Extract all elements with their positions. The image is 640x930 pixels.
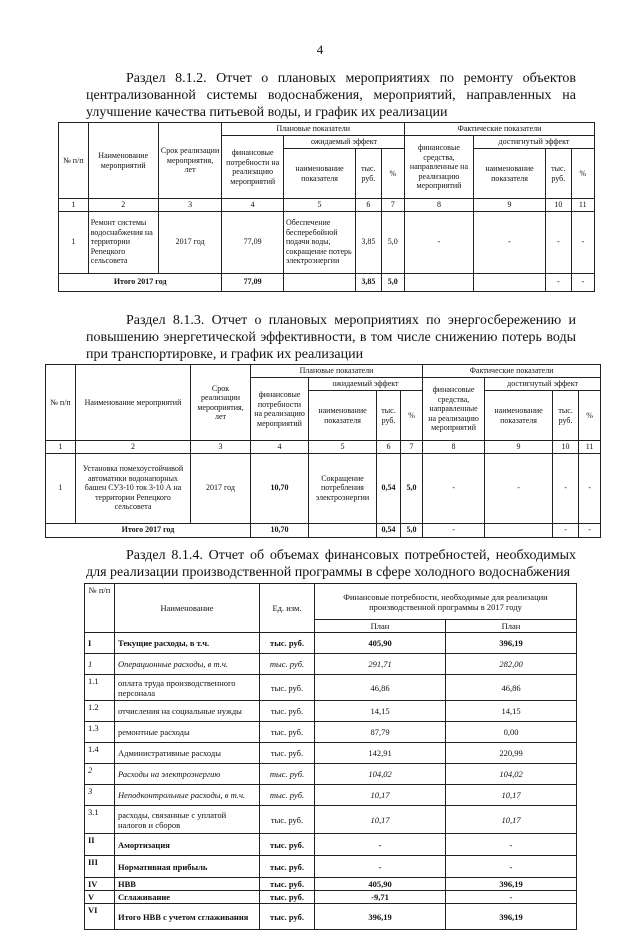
- row-plan: 10,17: [315, 806, 446, 834]
- row-name: Текущие расходы, в т.ч.: [115, 633, 260, 654]
- header-thousand-rub: тыс. руб.: [553, 391, 579, 441]
- row-fact: 0,00: [446, 722, 577, 743]
- table-row: [85, 806, 577, 834]
- row-fact: 396,19: [446, 878, 577, 891]
- row-c11: -: [579, 453, 601, 523]
- col-number: 10: [546, 199, 571, 212]
- row-unit: тыс. руб.: [260, 891, 315, 904]
- col-number: 6: [356, 199, 381, 212]
- col-number: 9: [485, 441, 553, 454]
- row-pct: 5,0: [381, 211, 404, 273]
- row-plan: -: [315, 834, 446, 856]
- table-energy-saving: [45, 364, 601, 538]
- section-8-1-4-heading-text: Раздел 8.1.4. Отчет об объемах финансовых потребностей, необходимых для реализации производственной программы в сфере холодного водоснабжения: [86, 548, 576, 580]
- header-actual: Фактические показатели: [423, 365, 601, 378]
- table-row: [85, 878, 577, 891]
- row-num: 1: [85, 654, 115, 675]
- row-plan: 104,02: [315, 764, 446, 785]
- col-number: 8: [404, 199, 473, 212]
- col-number: 9: [473, 199, 545, 212]
- col-number: 2: [88, 199, 158, 212]
- row-num: 1.3: [85, 722, 115, 743]
- header-expected-effect: ожидаемый эффект: [283, 136, 404, 149]
- row-fact: 14,15: [446, 701, 577, 722]
- row-fact: 46,86: [446, 675, 577, 701]
- table-row: [59, 211, 595, 273]
- total-row: [46, 523, 601, 537]
- row-num: 1.1: [85, 675, 115, 701]
- header-fin-need: финансовые потребности на реализацию мероприятий: [251, 378, 309, 441]
- total-row: [59, 273, 595, 291]
- row-num: V: [85, 891, 115, 904]
- header-achieved-effect: достигнутый эффект: [473, 136, 594, 149]
- row-num: 3: [85, 785, 115, 806]
- row-num: 3.1: [85, 806, 115, 834]
- header-fin-need: Финансовые потребности, необходимые для реализации производственной программы в 2017 году: [315, 584, 577, 620]
- table-row: [85, 785, 577, 806]
- column-numbers-row: [59, 199, 595, 212]
- table-row: [46, 453, 601, 523]
- header-fin-means: финансовые средства, направленные на реализацию мероприятий: [404, 136, 473, 199]
- total-c10: -: [546, 273, 571, 291]
- total-rub: 0,54: [377, 523, 401, 537]
- row-c11: -: [571, 211, 594, 273]
- header-num: № п/п: [85, 584, 115, 633]
- header-plan: План: [315, 620, 446, 633]
- row-plan: 87,79: [315, 722, 446, 743]
- row-name: Сглаживание: [115, 891, 260, 904]
- header-indicator-name: наименование показателя: [283, 149, 355, 199]
- row-unit: тыс. руб.: [260, 785, 315, 806]
- row-fact: 396,19: [446, 633, 577, 654]
- row-c9: -: [473, 211, 545, 273]
- row-fact: 10,17: [446, 806, 577, 834]
- row-unit: тыс. руб.: [260, 633, 315, 654]
- row-num: III: [85, 856, 115, 878]
- section-8-1-3-heading-text: Раздел 8.1.3. Отчет о плановых мероприятиях по энергосбережению и повышению энергетической эффективности, в том числе снижению потерь воды при транспортировке, и график их реализации: [86, 313, 576, 362]
- row-num: 1.4: [85, 743, 115, 764]
- row-fact: 282,00: [446, 654, 577, 675]
- row-num: 1.2: [85, 701, 115, 722]
- table-row: [85, 764, 577, 785]
- header-term: Срок реализации мероприятия, лет: [158, 123, 222, 199]
- col-number: 3: [191, 441, 251, 454]
- header-percent: %: [579, 391, 601, 441]
- col-number: 2: [76, 441, 191, 454]
- row-fact: -: [446, 891, 577, 904]
- col-number: 11: [579, 441, 601, 454]
- row-unit: тыс. руб.: [260, 764, 315, 785]
- row-unit: тыс. руб.: [260, 654, 315, 675]
- header-name: Наименование: [115, 584, 260, 633]
- table-financial-needs: [84, 583, 577, 930]
- row-c9: -: [485, 453, 553, 523]
- total-pct: 5,0: [381, 273, 404, 291]
- header-thousand-rub: тыс. руб.: [377, 391, 401, 441]
- row-plan: 396,19: [315, 904, 446, 930]
- table-row: [85, 856, 577, 878]
- row-plan: 14,15: [315, 701, 446, 722]
- row-name: Неподконтрольные расходы, в т.ч.: [115, 785, 260, 806]
- row-name: Ремонт системы водоснабжения на территории Репецкого сельсовета: [88, 211, 158, 273]
- header-actual: Фактические показатели: [404, 123, 594, 136]
- row-fact: 104,02: [446, 764, 577, 785]
- col-number: 1: [46, 441, 76, 454]
- col-number: 5: [309, 441, 377, 454]
- table-row: [85, 633, 577, 654]
- row-effect: Сокращение потребления электроэнергии: [309, 453, 377, 523]
- row-fact: 220,99: [446, 743, 577, 764]
- table-planned-repairs: [58, 122, 595, 292]
- row-name: Итого НВВ с учетом сглаживания: [115, 904, 260, 930]
- column-numbers-row: [46, 441, 601, 454]
- col-number: 6: [377, 441, 401, 454]
- total-c10: -: [553, 523, 579, 537]
- row-unit: тыс. руб.: [260, 806, 315, 834]
- header-name: Наименование мероприятий: [76, 365, 191, 441]
- col-number: 5: [283, 199, 355, 212]
- row-name: Амортизация: [115, 834, 260, 856]
- col-number: 4: [222, 199, 284, 212]
- row-unit: тыс. руб.: [260, 904, 315, 930]
- header-indicator-name: наименование показателя: [473, 149, 545, 199]
- row-name: Установка помехоустойчивой автоматики водонапорных башен СУЗ-10 ток 3-10 А на территории Репецкого сельсовета: [76, 453, 191, 523]
- page-number: 4: [316, 42, 324, 57]
- row-rub: 0,54: [377, 453, 401, 523]
- row-c10: -: [553, 453, 579, 523]
- header-expected-effect: ожидаемый эффект: [309, 378, 423, 391]
- row-c8: -: [404, 211, 473, 273]
- header-achieved-effect: достигнутый эффект: [485, 378, 601, 391]
- row-fact: -: [446, 856, 577, 878]
- row-num: VI: [85, 904, 115, 930]
- header-indicator-name: наименование показателя: [485, 391, 553, 441]
- row-name: оплата труда производственного персонала: [115, 675, 260, 701]
- row-fin: 10,70: [251, 453, 309, 523]
- header-planned: Плановые показатели: [222, 123, 405, 136]
- table-row: [85, 675, 577, 701]
- col-number: 1: [59, 199, 89, 212]
- table-row: [85, 654, 577, 675]
- col-number: 3: [158, 199, 222, 212]
- total-rub: 3,85: [356, 273, 381, 291]
- row-num: 1: [46, 453, 76, 523]
- header-num: № п/п: [46, 365, 76, 441]
- row-num: 1: [59, 211, 89, 273]
- row-unit: тыс. руб.: [260, 856, 315, 878]
- section-8-1-3-heading: [86, 312, 576, 363]
- total-label: Итого 2017 год: [46, 523, 251, 537]
- row-name: отчисления на социальные нужды: [115, 701, 260, 722]
- row-unit: тыс. руб.: [260, 675, 315, 701]
- row-c8: -: [423, 453, 485, 523]
- section-8-1-2-heading: [86, 70, 576, 121]
- row-name: расходы, связанные с уплатой налогов и сборов: [115, 806, 260, 834]
- header-percent: %: [401, 391, 423, 441]
- row-plan: 46,86: [315, 675, 446, 701]
- row-term: 2017 год: [191, 453, 251, 523]
- row-unit: тыс. руб.: [260, 743, 315, 764]
- row-plan: 405,90: [315, 633, 446, 654]
- row-num: IV: [85, 878, 115, 891]
- col-number: 11: [571, 199, 594, 212]
- header-plan2: План: [446, 620, 577, 633]
- header-num: № п/п: [59, 123, 89, 199]
- col-number: 4: [251, 441, 309, 454]
- total-fin: 10,70: [251, 523, 309, 537]
- total-fin: 77,09: [222, 273, 284, 291]
- total-label: Итого 2017 год: [59, 273, 222, 291]
- row-term: 2017 год: [158, 211, 222, 273]
- table-row: [85, 904, 577, 930]
- row-name: Операционные расходы, в т.ч.: [115, 654, 260, 675]
- header-thousand-rub: тыс. руб.: [546, 149, 571, 199]
- header-percent: %: [381, 149, 404, 199]
- row-plan: -9,71: [315, 891, 446, 904]
- row-plan: -: [315, 856, 446, 878]
- section-8-1-4-heading: [86, 547, 576, 581]
- section-8-1-2-heading-text: Раздел 8.1.2. Отчет о плановых мероприятиях по ремонту объектов централизованной системы водоснабжения, мероприятий, направленных на улучшение качества питьевой воды, и график их реализации: [86, 71, 576, 120]
- header-indicator-name: наименование показателя: [309, 391, 377, 441]
- row-name: Расходы на электроэнергию: [115, 764, 260, 785]
- col-number: 10: [553, 441, 579, 454]
- row-unit: тыс. руб.: [260, 722, 315, 743]
- total-c8: -: [423, 523, 485, 537]
- row-fact: -: [446, 834, 577, 856]
- total-c11: -: [579, 523, 601, 537]
- row-plan: 142,91: [315, 743, 446, 764]
- col-number: 7: [401, 441, 423, 454]
- row-unit: тыс. руб.: [260, 878, 315, 891]
- row-name: Административные расходы: [115, 743, 260, 764]
- table-row: [85, 722, 577, 743]
- table-row: [85, 701, 577, 722]
- row-name: НВВ: [115, 878, 260, 891]
- total-c11: -: [571, 273, 594, 291]
- col-number: 8: [423, 441, 485, 454]
- header-fin-means: финансовые средства, направленные на реализацию мероприятий: [423, 378, 485, 441]
- row-num: I: [85, 633, 115, 654]
- row-fin: 77,09: [222, 211, 284, 273]
- header-planned: Плановые показатели: [251, 365, 423, 378]
- header-unit: Ед. изм.: [260, 584, 315, 633]
- row-fact: 10,17: [446, 785, 577, 806]
- row-plan: 10,17: [315, 785, 446, 806]
- table-row: [85, 891, 577, 904]
- header-percent: %: [571, 149, 594, 199]
- row-plan: 291,71: [315, 654, 446, 675]
- row-effect: Обеспечение бесперебойной подачи воды, сокращение потерь электроэнергии: [283, 211, 355, 273]
- row-num: II: [85, 834, 115, 856]
- header-name: Наименование мероприятий: [88, 123, 158, 199]
- row-rub: 3,85: [356, 211, 381, 273]
- row-plan: 405,90: [315, 878, 446, 891]
- row-unit: тыс. руб.: [260, 834, 315, 856]
- row-fact: 396,19: [446, 904, 577, 930]
- header-thousand-rub: тыс. руб.: [356, 149, 381, 199]
- table-row: [85, 834, 577, 856]
- table-row: [85, 743, 577, 764]
- row-num: 2: [85, 764, 115, 785]
- row-name: ремонтные расходы: [115, 722, 260, 743]
- row-pct: 5,0: [401, 453, 423, 523]
- header-fin-need: финансовые потребности на реализацию мероприятий: [222, 136, 284, 199]
- col-number: 7: [381, 199, 404, 212]
- row-unit: тыс. руб.: [260, 701, 315, 722]
- row-name: Нормативная прибыль: [115, 856, 260, 878]
- row-c10: -: [546, 211, 571, 273]
- total-pct: 5,0: [401, 523, 423, 537]
- header-term: Срок реализации мероприятия, лет: [191, 365, 251, 441]
